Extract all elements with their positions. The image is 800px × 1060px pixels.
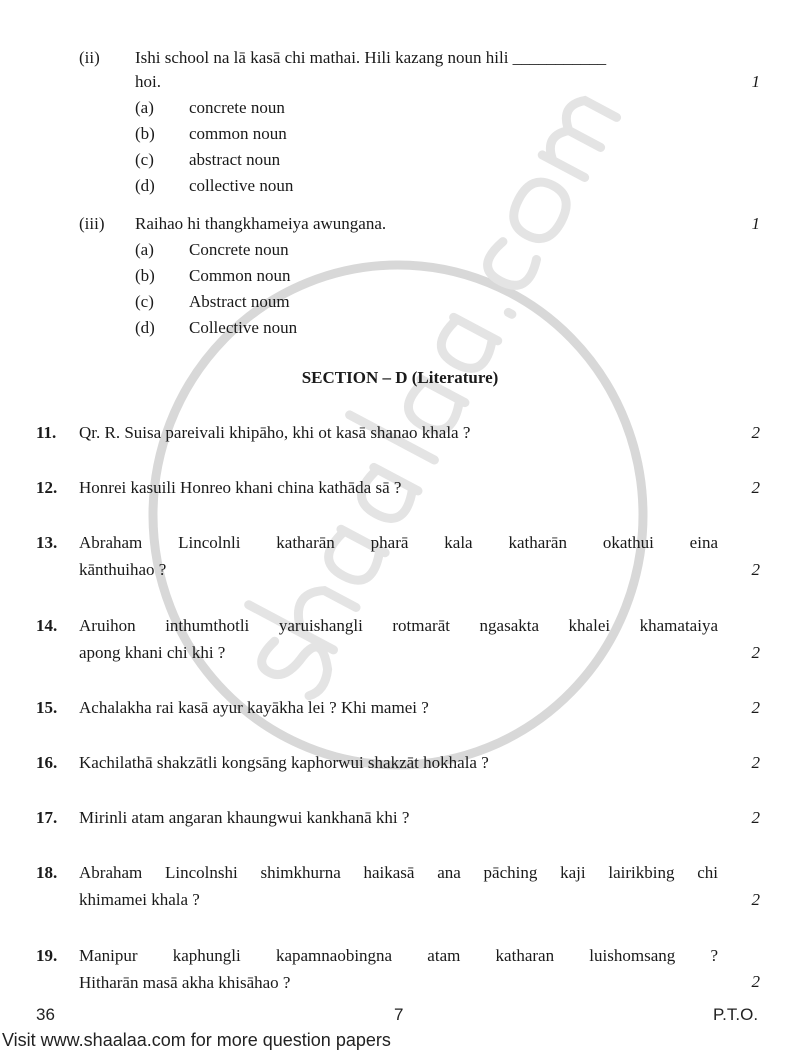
marks: 2: [751, 478, 760, 497]
question-text: [79, 753, 718, 773]
question-number: 17.: [36, 808, 58, 827]
option-label: (b): [135, 124, 155, 143]
question-line: Abraham Lincolnshi shimkhurna haikasā ana pāching kaji lairikbing chi: [79, 863, 718, 882]
question-text: [79, 533, 718, 580]
question-line: apong khani chi khi ?: [79, 643, 226, 662]
question-number: 11.: [36, 423, 57, 442]
question-line: khimamei khala ?: [79, 890, 200, 909]
option-text: common noun: [189, 124, 287, 143]
question-number: 15.: [36, 698, 58, 717]
option-text: Common noun: [189, 266, 291, 285]
option-text: Collective noun: [189, 318, 298, 337]
marks: 1: [751, 214, 760, 233]
visit-link[interactable]: Visit www.shaalaa.com for more question papers: [2, 1030, 391, 1050]
question-line: Qr. R. Suisa pareivali khipāho, khi ot kasā shanao khala ?: [79, 423, 471, 442]
question-text: [79, 423, 718, 443]
question-line: Manipur kaphungli kapamnaobingna atam katharan luishomsang ?: [79, 946, 718, 965]
question-line: Mirinli atam angaran khaungwui kankhanā khi ?: [79, 808, 410, 827]
option-label: (b): [135, 266, 155, 285]
question-text: [79, 478, 718, 498]
subpart-text: Raihao hi thangkhameiya awungana.: [135, 214, 387, 233]
question-line: Hitharān masā akha khisāhao ?: [79, 973, 291, 992]
paper-code: 36: [36, 1005, 55, 1024]
subpart-text: hoi.: [135, 72, 161, 91]
question-text: [79, 698, 718, 718]
question-number: 19.: [36, 946, 58, 965]
subpart-label: (ii): [79, 48, 100, 67]
option-label: (c): [135, 150, 154, 169]
option-text: collective noun: [189, 176, 294, 195]
subpart-label: (iii): [79, 214, 105, 233]
option-label: (c): [135, 292, 154, 311]
page-number: 7: [394, 1005, 404, 1024]
marks: 2: [751, 698, 760, 717]
question-number: 16.: [36, 753, 58, 772]
marks: 2: [751, 972, 760, 991]
option-label: (a): [135, 240, 154, 259]
question-number: 14.: [36, 616, 58, 635]
marks: 2: [751, 808, 760, 827]
question-text: [79, 808, 718, 828]
marks: 2: [751, 560, 760, 579]
question-line: Achalakha rai kasā ayur kayākha lei ? Khi mamei ?: [79, 698, 429, 717]
question-number: 13.: [36, 533, 58, 552]
question-text: [79, 863, 718, 910]
option-label: (d): [135, 176, 155, 195]
option-text: Abstract noum: [189, 292, 290, 311]
option-label: (a): [135, 98, 154, 117]
marks: 2: [751, 423, 760, 442]
pto-label: P.T.O.: [713, 1005, 759, 1024]
question-text: [79, 616, 718, 663]
marks: 2: [751, 753, 760, 772]
option-text: concrete noun: [189, 98, 285, 117]
section-title: SECTION – D (Literature): [301, 368, 499, 387]
marks: 2: [751, 643, 760, 662]
question-line: Aruihon inthumthotli yaruishangli rotmarāt ngasakta khalei khamataiya: [79, 616, 718, 635]
question-line: Kachilathā shakzātli kongsāng kaphorwui shakzāt hokhala ?: [79, 753, 489, 772]
option-text: Concrete noun: [189, 240, 289, 259]
question-line: Abraham Lincolnli katharān pharā kala katharān okathui eina: [79, 533, 718, 552]
marks: 1: [751, 72, 760, 91]
option-label: (d): [135, 318, 155, 337]
question-line: Honrei kasuili Honreo khani china kathāda sā ?: [79, 478, 402, 497]
question-number: 12.: [36, 478, 58, 497]
question-text: [79, 946, 718, 993]
question-line: kānthuihao ?: [79, 560, 167, 579]
question-number: 18.: [36, 863, 58, 882]
marks: 2: [751, 890, 760, 909]
subpart-text: Ishi school na lā kasā chi mathai. Hili kazang noun hili ___________: [135, 48, 607, 67]
option-text: abstract noun: [189, 150, 281, 169]
